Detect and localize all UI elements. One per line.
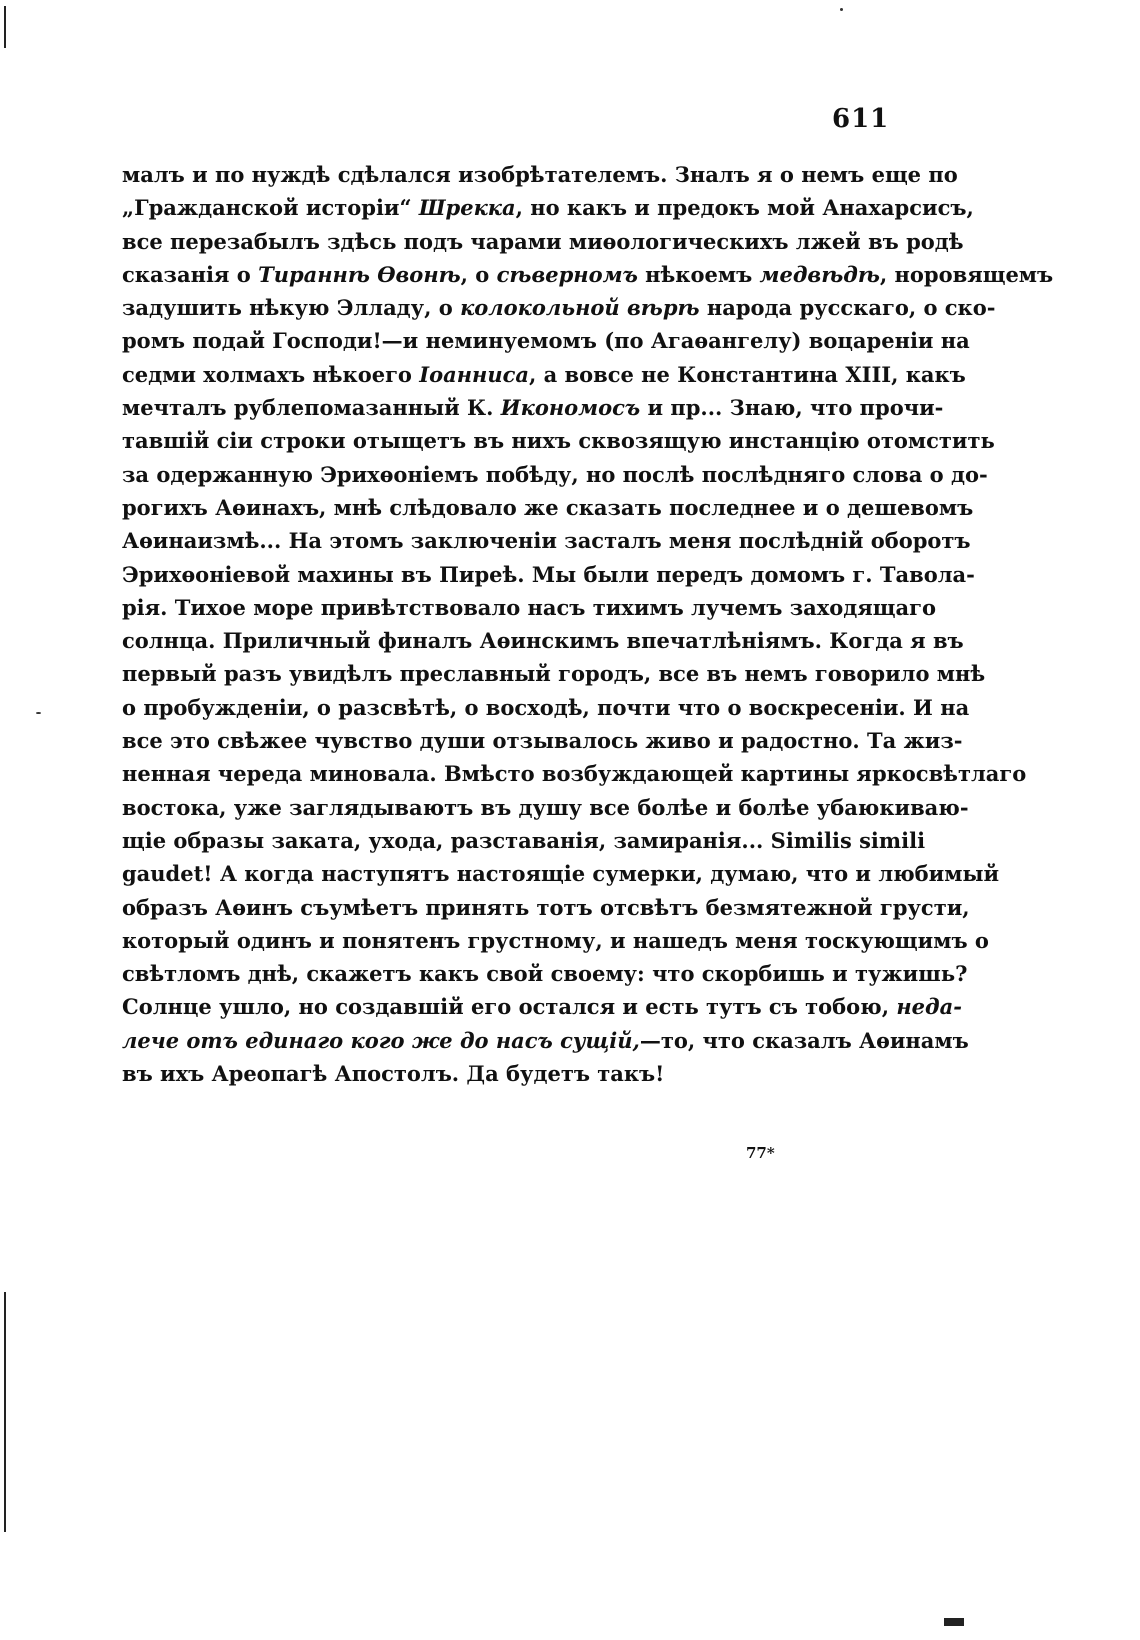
text-line [122,990,962,1023]
text-segment: все перезабылъ здѣсь подъ чарами миѳологическихъ лжей въ родѣ [122,228,964,254]
text-line [122,1024,969,1057]
text-segment: мечталъ рублепомазанный К. [122,395,501,421]
text-segment: ненная череда миновала. Вмѣсто возбуждающей картины яркосвѣтлаго [122,761,1027,787]
text-line [122,1057,876,1090]
italic-segment: колокольной вѣрѣ [460,295,700,321]
text-segment: востока, уже заглядываютъ въ душу все болѣе и болѣе убаюкиваю- [122,794,969,820]
text-line [122,891,970,924]
text-line [122,191,974,224]
text-line [122,524,971,557]
text-line [122,857,1000,890]
scan-edge-mark [4,1292,6,1532]
text-segment: который одинъ и понятенъ грустному, и нашедъ меня тоскующимъ о [122,927,989,953]
page-number: 611 [832,104,890,134]
text-line [122,158,958,191]
text-line [122,391,944,424]
text-segment: gaudet! А когда наступятъ настоящіе сумерки, думаю, что и любимый [122,861,1000,887]
scan-edge-mark [944,1618,964,1626]
text-segment: , но какъ и предокъ мой Анахарсисъ, [515,195,974,221]
text-line [122,358,966,391]
text-line [122,324,970,357]
text-segment: все это свѣжее чувство души отзывалось живо и радостно. Та жиз- [122,728,963,754]
text-segment: за одержанную Эрихѳоніемъ побѣду, но послѣ послѣдняго слова о до- [122,461,988,487]
text-line [122,824,926,857]
text-line [122,924,989,957]
text-segment: свѣтломъ днѣ, скажетъ какъ свой своему: что скорбишь и тужишь? [122,961,968,987]
text-segment: о пробужденіи, о разсвѣтѣ, о восходѣ, почти что о воскресеніи. И на [122,694,970,720]
scan-speck [840,8,843,11]
text-line [122,957,968,990]
text-segment: въ ихъ Ареопагѣ Апостолъ. Да будетъ такъ! [122,1061,665,1087]
body-text [122,158,1054,1090]
text-segment: , а вовсе не Константина XIII, какъ [528,361,966,387]
scan-speck [36,712,41,714]
text-segment: малъ и по нуждѣ сдѣлался изобрѣтателемъ. Зналъ я о немъ еще по [122,162,958,187]
text-line [122,424,995,457]
italic-segment: Шрекка [418,195,516,221]
text-line [122,691,970,724]
text-segment: ромъ подай Господи!—и неминуемомъ (по Агаѳангелу) воцареніи на [122,328,970,354]
text-segment: солнца. Приличный финалъ Аѳинскимъ впечатлѣніямъ. Когда я въ [122,628,964,654]
text-segment: тавшій сіи строки отыщетъ въ нихъ сквозящую инстанцію отомстить [122,428,995,454]
text-segment: „Гражданской исторіи“ [122,195,419,221]
text-segment: седми холмахъ нѣкоего [122,361,420,387]
text-line [122,291,996,324]
text-line [122,591,936,624]
italic-segment: Икономосъ [500,395,641,421]
text-segment: , норовящемъ [879,261,1054,287]
text-line [122,757,1027,790]
text-line [122,791,969,824]
text-line [122,657,986,690]
text-segment: сказанія о [122,261,259,287]
text-segment: образъ Аѳинъ съумѣетъ принять тотъ отсвѣтъ безмятежной грусти, [122,894,970,920]
text-segment: Солнце ушло, но создавшій его остался и есть тутъ съ тобою, [122,994,897,1020]
text-line [122,558,975,591]
text-segment: Аѳинаизмѣ... На этомъ заключеніи засталъ меня послѣдній оборотъ [122,528,971,554]
text-segment: рогихъ Аѳинахъ, мнѣ слѣдовало же сказать последнее и о дешевомъ [122,494,974,520]
text-segment: первый разъ увидѣлъ преславный городъ, все въ немъ говорило мнѣ [122,661,986,687]
italic-segment: сѣверномъ [496,261,638,287]
italic-segment: Іоанниса [419,361,529,387]
text-line [122,225,964,258]
text-segment: народа русскаго, о ско- [699,295,996,321]
text-segment: рія. Тихое море привѣтствовало насъ тихимъ лучемъ заходящаго [122,594,936,620]
text-segment: и пр... Знаю, что прочи- [640,395,944,421]
italic-segment: неда- [896,994,962,1020]
text-line [122,624,964,657]
printer-signature-mark: 77* [746,1144,775,1162]
text-line [122,258,1054,291]
text-segment: —то, что сказалъ Аѳинамъ [639,1027,969,1053]
text-segment: нѣкоемъ [637,261,760,287]
text-segment: задушить нѣкую Элладу, о [122,295,461,321]
text-line [122,724,963,757]
text-line [122,458,988,491]
text-line [122,491,974,524]
text-segment: , о [460,261,497,287]
italic-segment: медвѣдѣ [759,261,880,287]
scan-edge-mark [4,6,6,48]
italic-segment: Тираннѣ Ѳвонѣ [258,261,461,287]
italic-segment: лече отъ единаго кого же до насъ сущій, [122,1027,640,1053]
text-segment: щіе образы заката, ухода, разставанія, замиранія... Similis simili [122,827,926,853]
text-segment: Эрихѳоніевой махины въ Пиреѣ. Мы были передъ домомъ г. Тавола- [122,561,975,587]
